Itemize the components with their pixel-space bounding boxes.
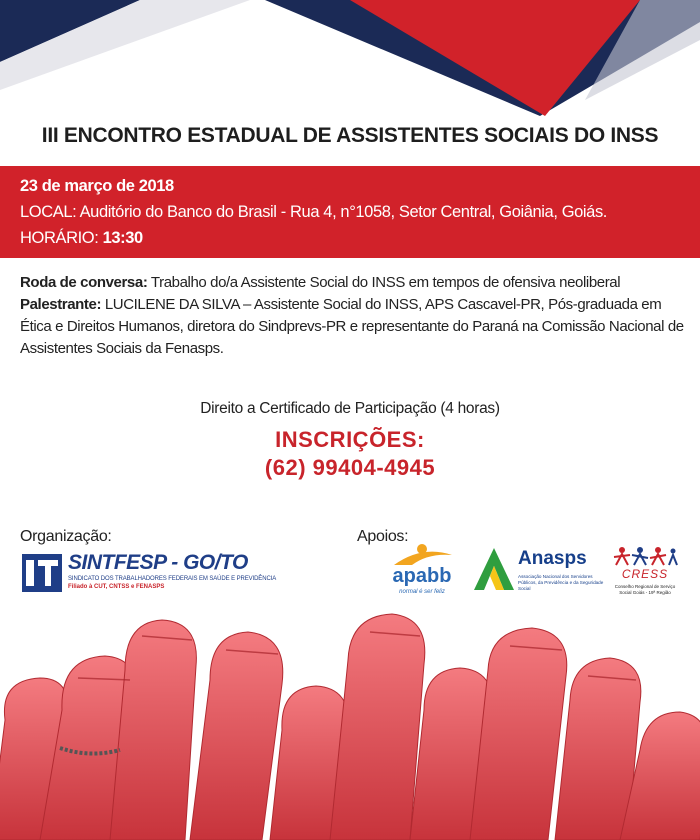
event-location: LOCAL: Auditório do Banco do Brasil - Rua 4, n°1058, Setor Central, Goiânia, Goiás.: [20, 203, 607, 221]
event-time: [20, 229, 143, 248]
speaker-label: Palestrante:: [20, 296, 102, 313]
organization-label: Organização:: [20, 528, 112, 545]
time-label: HORÁRIO:: [20, 229, 99, 247]
event-title: III ENCONTRO ESTADUAL DE ASSISTENTES SOCIAIS DO INSS: [41, 124, 659, 147]
time-value: 13:30: [102, 229, 143, 247]
sintfesp-name: SINTFESP - GO/TO: [68, 551, 248, 574]
event-info-band: [0, 166, 700, 258]
sintfesp-logo: [22, 551, 277, 596]
anasps-name: Anasps: [518, 548, 587, 569]
apabb-logo: [382, 543, 462, 601]
supporters-label: Apoios:: [357, 528, 409, 545]
anasps-subtitle: Associação Nacional dos Servidores Públicos, da Previdência e da Seguridade Social: [518, 574, 604, 591]
speaker-line: [20, 294, 685, 360]
registration-phone: (62) 99404-4945: [264, 455, 436, 480]
sintfesp-affiliation: Filiado à CUT, CNTSS e FENASPS: [68, 584, 165, 590]
anasps-logo: [474, 546, 604, 598]
raised-fists-illustration: [0, 600, 700, 840]
talk-line: [20, 272, 685, 294]
apabb-tagline: normal é ser feliz: [399, 589, 445, 595]
cress-name: CRESS: [621, 567, 669, 581]
anasps-a-icon: [474, 546, 516, 592]
sintfesp-mark-icon: [22, 554, 62, 592]
certificate-note: Direito a Certificado de Participação (4 horas): [200, 400, 500, 417]
speaker-text: LUCILENE DA SILVA – Assistente Social do INSS, APS Cascavel-PR, Pós-graduada em Ética e Direitos Humanos, diretora do Sindprevs-PR e representante do Paraná na Comissão Nacional de Assistentes Sociais da Fenasps.: [20, 296, 684, 357]
event-date: 23 de março de 2018: [20, 177, 174, 195]
talk-label: Roda de conversa:: [20, 274, 148, 291]
cress-figures-icon: [610, 545, 680, 567]
apabb-name: apabb: [392, 565, 452, 587]
talk-text: Trabalho do/a Assistente Social do INSS em tempos de ofensiva neoliberal: [150, 274, 621, 291]
sintfesp-subtitle: SINDICATO DOS TRABALHADORES FEDERAIS EM SAÚDE E PREVIDÊNCIA: [68, 576, 277, 582]
cress-logo: [610, 545, 680, 605]
registration-block: [0, 426, 700, 482]
cress-subtitle: Conselho Regional de Serviço Social Goiás - 19ª Região: [614, 584, 676, 595]
registration-label: INSCRIÇÕES:: [275, 427, 425, 452]
header-banner-graphic: [0, 0, 700, 130]
event-details: [20, 272, 685, 360]
